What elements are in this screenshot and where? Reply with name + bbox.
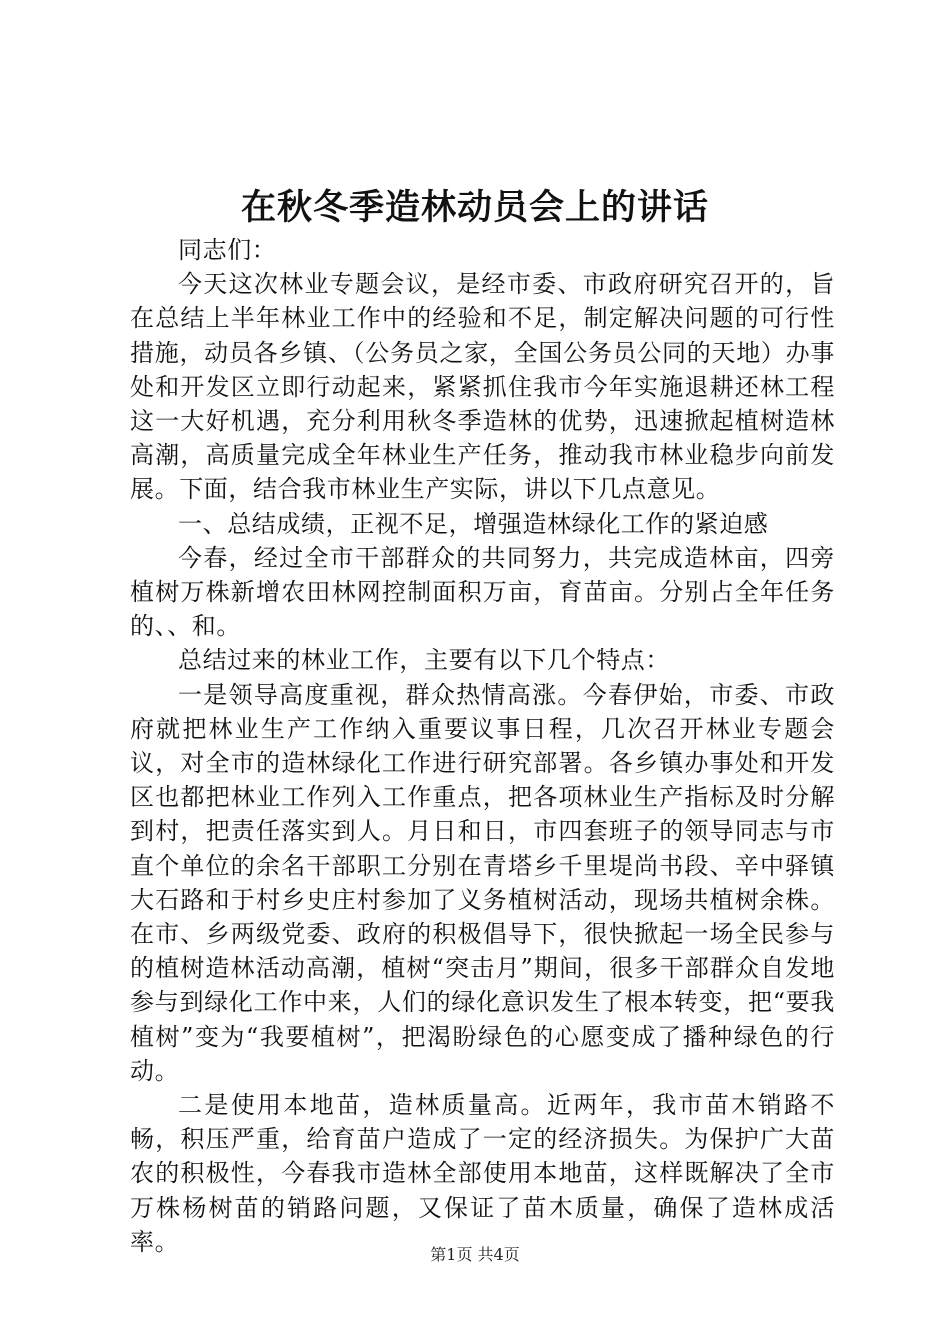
page-footer: 第1页 共4页 — [430, 1245, 520, 1264]
document-title: 在秋冬季造林动员会上的讲话 — [240, 187, 709, 228]
point-two-paragraph: 二是使用本地苗，造林质量高。近两年，我市苗木销路不畅，积压严重，给育苗户造成了一定的经济损失。为保护广大苗农的积极性，今春我市造林全部使用本地苗，这样既解决了全市万株杨树苗的销路问题，又保证了苗木质量，确保了造林成活率。 — [130, 1091, 835, 1256]
achievement-paragraph: 今春，经过全市干部群众的共同努力，共完成造林亩，四旁植树万株新增农田林网控制面积万亩，育苗亩。分别占全年任务的、、和。 — [130, 543, 835, 641]
intro-paragraph: 今天这次林业专题会议，是经市委、市政府研究召开的，旨在总结上半年林业工作中的经验和不足，制定解决问题的可行性措施，动员各乡镇、（公务员之家，全国公务员公同的天地）办事处和开发区立即行动起来，紧紧抓住我市今年实施退耕还林工程这一大好机遇，充分利用秋冬季造林的优势，迅速掀起植树造林高潮，高质量完成全年林业生产任务，推动我市林业稳步向前发展。下面，结合我市林业生产实际，讲以下几点意见。 — [130, 270, 835, 504]
salutation-paragraph: 同志们： — [178, 236, 277, 264]
summary-paragraph: 总结过来的林业工作，主要有以下几个特点： — [178, 646, 670, 675]
document-body — [130, 233, 835, 1259]
point-one-paragraph: 一是领导高度重视，群众热情高涨。今春伊始，市委、市政府就把林业生产工作纳入重要议事日程，几次召开林业专题会议，对全市的造林绿化工作进行研究部署。各乡镇办事处和开发区也都把林业工作列入工作重点，把各项林业生产指标及时分解到村，把责任落实到人。月日和日，市四套班子的领导同志与市直个单位的余名干部职工分别在青塔乡千里堤尚书段、辛中驿镇大石路和于村乡史庄村参加了义务植树活动，现场共植树余株。在市、乡两级党委、政府的积极倡导下，很快掀起一场全民参与的植树造林活动高潮，植树“突击月”期间，很多干部群众自发地参与到绿化工作中来，人们的绿化意识发生了根本转变，把“要我植树”变为“我要植树”，把渴盼绿色的心愿变成了播种绿色的行动。 — [130, 680, 835, 1085]
section-heading: 一、总结成绩，正视不足，增强造林绿化工作的紧迫感 — [178, 509, 769, 538]
